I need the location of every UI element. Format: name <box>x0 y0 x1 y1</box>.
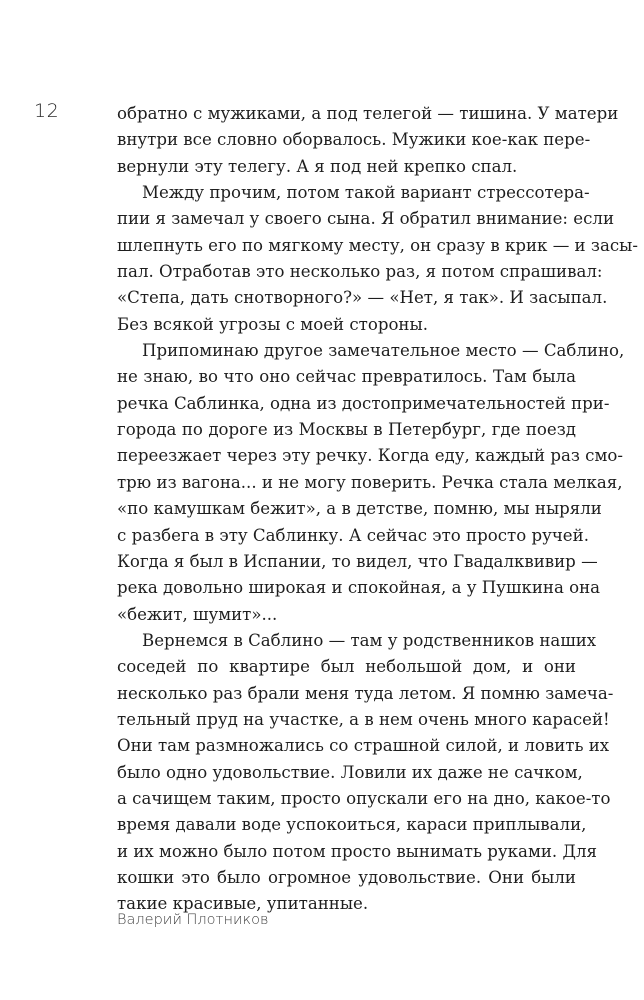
text-line: обратно с мужиками, а под телегой — тишина. У матери <box>117 104 619 123</box>
running-footer-author: Валерий Плотников <box>117 912 269 928</box>
text-line: города по дороге из Москвы в Петербург, где поезд <box>117 420 576 440</box>
text-line: шлепнуть его по мягкому месту, он сразу в крик — и засы- <box>117 235 638 255</box>
text-line: трю из вагона... и не могу поверить. Речка стала мелкая, <box>117 472 623 492</box>
text-line: Они там размножались со страшной силой, и ловить их <box>117 736 610 756</box>
text-line: несколько раз брали меня туда летом. Я помню замеча- <box>117 683 614 703</box>
text-line: «бежит, шумит»... <box>117 604 278 624</box>
text-line: пал. Отработав это несколько раз, я потом спрашивал: <box>117 262 603 282</box>
text-line: время давали воде успокоиться, караси приплывали, <box>117 815 587 835</box>
text-line: речка Саблинка, одна из достопримечательностей при- <box>117 393 610 413</box>
text-line: «Степа, дать снотворного?» — «Нет, я так». И засыпал. <box>117 288 608 308</box>
text-line: пии я замечал у своего сына. Я обратил внимание: если <box>117 209 615 229</box>
text-line: Когда я был в Испании, то видел, что Гвадалквивир — <box>117 551 598 571</box>
text-line: а сачищем таким, просто опускали его на дно, какое-то <box>117 788 611 808</box>
text-line: соседей по квартире был небольшой дом, и они <box>117 657 576 677</box>
text-line: и их можно было потом просто вынимать руками. Для <box>117 841 597 861</box>
text-line: не знаю, во что оно сейчас превратилось. Там была <box>117 367 576 387</box>
text-line: вернули эту телегу. А я под ней крепко спал. <box>117 156 518 176</box>
page-number: 12 <box>34 100 60 122</box>
body-text <box>117 101 638 918</box>
text-line: внутри все словно оборвалось. Мужики кое-как пере- <box>117 130 591 150</box>
text-line: кошки это было огромное удовольствие. Они были <box>117 867 576 887</box>
paragraph-first-line: Припоминаю другое замечательное место — Саблино, <box>142 341 625 361</box>
text-line: «по камушкам бежит», а в детстве, помню, мы ныряли <box>117 499 602 519</box>
paragraph-first-line: Вернемся в Саблино — там у родственников наших <box>142 630 597 650</box>
text-line: переезжает через эту речку. Когда еду, каждый раз смо- <box>117 446 623 466</box>
text-line: тельный пруд на участке, а в нем очень много карасей! <box>117 709 610 729</box>
text-line: было одно удовольствие. Ловили их даже не сачком, <box>117 762 583 782</box>
text-line: река довольно широкая и спокойная, а у Пушкина она <box>117 578 601 598</box>
text-line: Без всякой угрозы с моей стороны. <box>117 314 428 334</box>
text-line: с разбега в эту Саблинку. А сейчас это просто ручей. <box>117 525 589 545</box>
paragraph-first-line: Между прочим, потом такой вариант стрессотера- <box>142 183 590 203</box>
text-line: такие красивые, упитанные. <box>117 894 369 914</box>
